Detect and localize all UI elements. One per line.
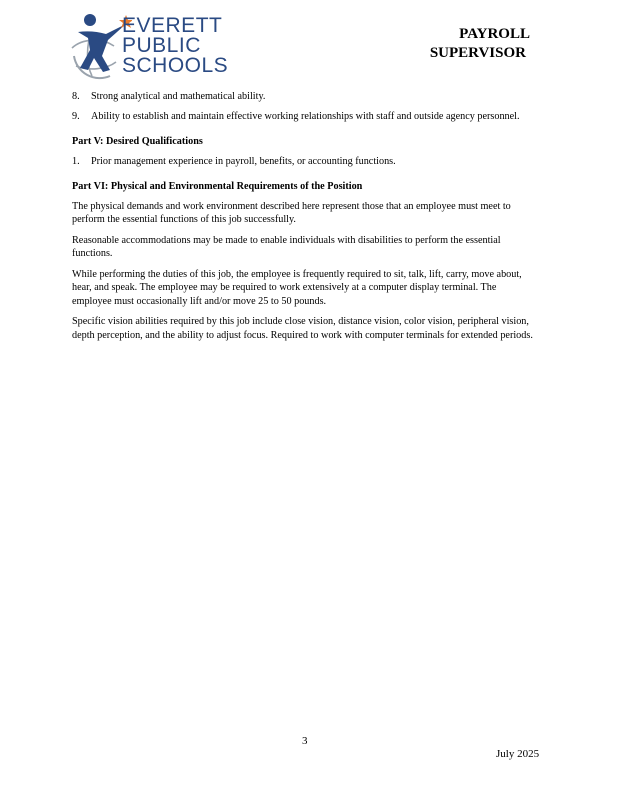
- item-number: 1.: [72, 155, 80, 167]
- list-item: [72, 110, 538, 124]
- paragraph: The physical demands and work environment described here represent those that an employee must meet to perform the essential functions of this job successfully.: [72, 200, 511, 225]
- document-title: [430, 25, 530, 63]
- page-number: 3: [302, 735, 308, 747]
- item-number: 8.: [72, 91, 80, 102]
- document-body: [72, 90, 538, 349]
- paragraph: Reasonable accommodations may be made to enable individuals with disabilities to perform the essential functions.: [72, 234, 501, 259]
- paragraph: While performing the duties of this job, the employee is frequently required to sit, talk, lift, carry, move about, hear, and speak. The employee may be required to work extensively at a computer display terminal. The employee must occasionally lift and/or move 25 to 50 pounds.: [72, 268, 522, 307]
- section-heading-part-5: Part V: Desired Qualifications: [72, 136, 203, 147]
- logo-text-everett: EVERETT: [122, 14, 223, 37]
- logo-text-public: PUBLIC: [122, 34, 201, 57]
- everett-public-schools-logo: [70, 10, 240, 80]
- list-item: [72, 155, 538, 169]
- title-line-2: SUPERVISOR: [429, 45, 526, 61]
- title-line-1: PAYROLL: [459, 26, 530, 42]
- item-text: Ability to establish and maintain effective working relationships with staff and outside agency personnel.: [91, 110, 520, 122]
- list-item: [72, 90, 538, 104]
- logo-text-schools: SCHOOLS: [122, 54, 229, 77]
- paragraph: Specific vision abilities required by this job include close vision, distance vision, color vision, peripheral vision, depth perception, and the ability to adjust focus. Required to work with computer terminals for extended periods.: [72, 316, 533, 341]
- item-text: Prior management experience in payroll, benefits, or accounting functions.: [91, 155, 396, 167]
- item-text: Strong analytical and mathematical ability.: [91, 91, 266, 102]
- footer-date: July 2025: [496, 748, 540, 760]
- section-heading-part-6: Part VI: Physical and Environmental Requirements of the Position: [72, 181, 363, 192]
- item-number: 9.: [72, 110, 80, 122]
